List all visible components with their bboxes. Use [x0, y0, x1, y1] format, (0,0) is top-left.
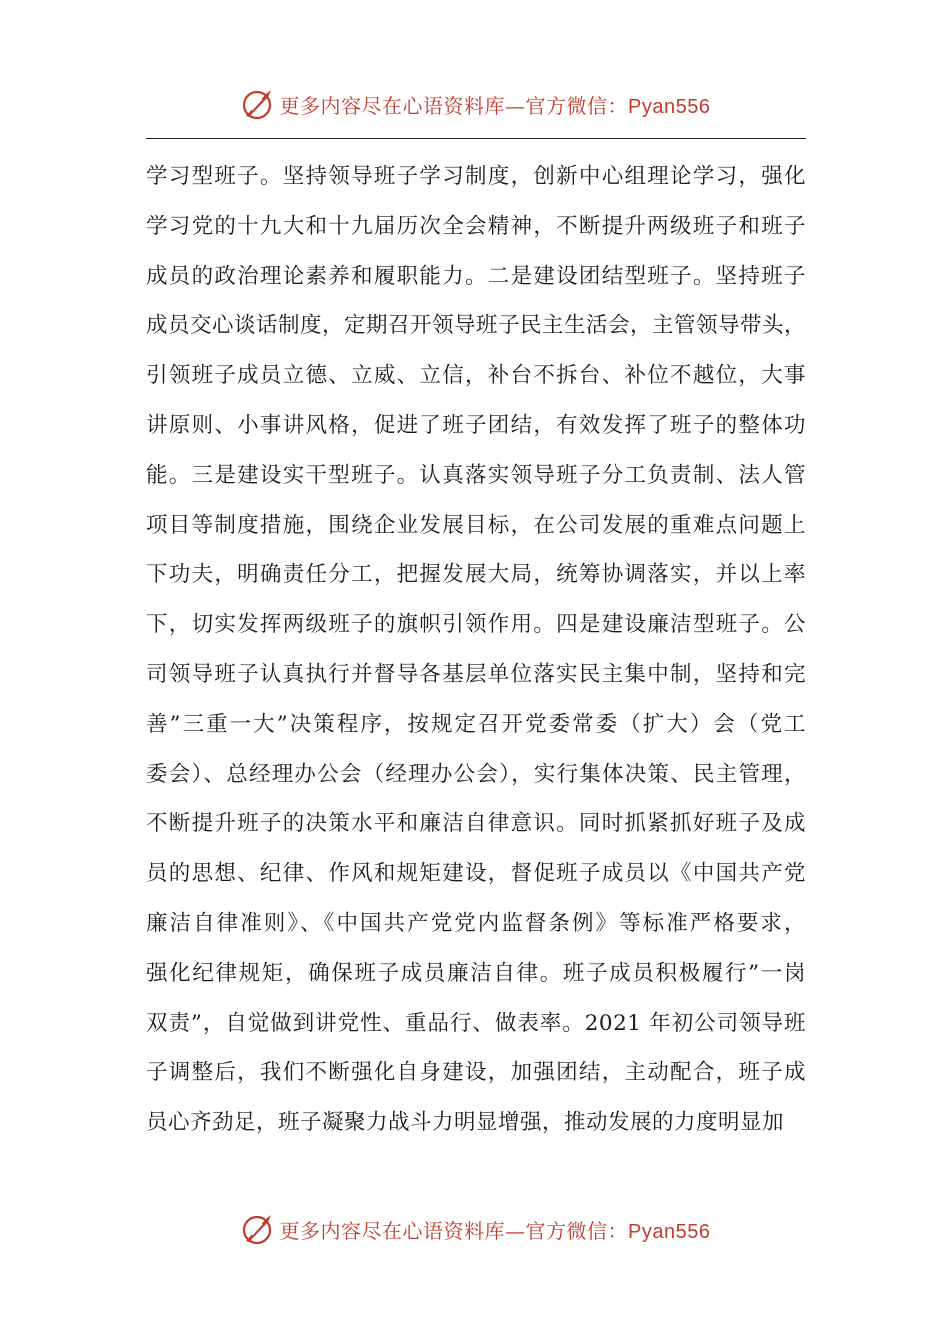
- text-line: 双责”，自觉做到讲党性、重品行、做表率。2021 年初公司领导班: [146, 1010, 806, 1036]
- text-line: 成员的政治理论素养和履职能力。二是建设团结型班子。坚持班子: [146, 263, 806, 289]
- text-line: 项目等制度措施，围绕企业发展目标，在公司发展的重难点问题上: [146, 512, 806, 538]
- text-line: 下功夫，明确责任分工，把握发展大局，统筹协调落实，并以上率: [146, 562, 806, 588]
- text-line: 委会）、总经理办公会（经理办公会），实行集体决策、民主管理，: [146, 761, 806, 787]
- text-line: 善”三重一大”决策程序，按规定召开党委常委（扩大）会（党工: [146, 711, 806, 737]
- text-line: 引领班子成员立德、立威、立信，补台不拆台、补位不越位，大事: [146, 363, 806, 389]
- document-body: [146, 152, 806, 1148]
- pen-logo-icon: [240, 86, 276, 122]
- header-banner-text: 更多内容尽在心语资料库—官方微信：Pyan556: [279, 93, 711, 118]
- text-line: 司领导班子认真执行并督导各基层单位落实民主集中制，坚持和完: [146, 661, 806, 687]
- header-banner: [0, 84, 950, 124]
- text-line: 成员交心谈话制度，定期召开领导班子民主生活会，主管领导带头，: [146, 313, 806, 339]
- text-line: 能。三是建设实干型班子。认真落实领导班子分工负责制、法人管: [146, 462, 806, 488]
- text-line: 下，切实发挥两级班子的旗帜引领作用。四是建设廉洁型班子。公: [146, 612, 806, 638]
- header-wechat-id: Pyan556: [628, 95, 711, 118]
- header-divider: [146, 138, 806, 139]
- footer-banner: [0, 1209, 950, 1249]
- text-line: 廉洁自律准则》、《中国共产党党内监督条例》等标准严格要求，: [146, 910, 806, 936]
- text-line: 学习型班子。坚持领导班子学习制度，创新中心组理论学习，强化: [146, 164, 806, 189]
- footer-wechat-id: Pyan556: [628, 1220, 711, 1243]
- text-line: 不断提升班子的决策水平和廉洁自律意识。同时抓紧抓好班子及成: [146, 811, 806, 837]
- text-line: 员心齐劲足，班子凝聚力战斗力明显增强，推动发展的力度明显加: [146, 1110, 785, 1136]
- pen-logo-icon: [240, 1211, 276, 1247]
- text-line: 强化纪律规矩，确保班子成员廉洁自律。班子成员积极履行”一岗: [146, 960, 806, 986]
- text-line: 员的思想、纪律、作风和规矩建设，督促班子成员以《中国共产党: [146, 861, 806, 887]
- text-line: 子调整后，我们不断强化自身建设，加强团结，主动配合，班子成: [146, 1060, 806, 1086]
- footer-banner-text: 更多内容尽在心语资料库—官方微信：Pyan556: [279, 1218, 711, 1243]
- text-line: 讲原则、小事讲风格，促进了班子团结，有效发挥了班子的整体功: [146, 412, 806, 438]
- text-line: 学习党的十九大和十九届历次全会精神，不断提升两级班子和班子: [146, 213, 806, 239]
